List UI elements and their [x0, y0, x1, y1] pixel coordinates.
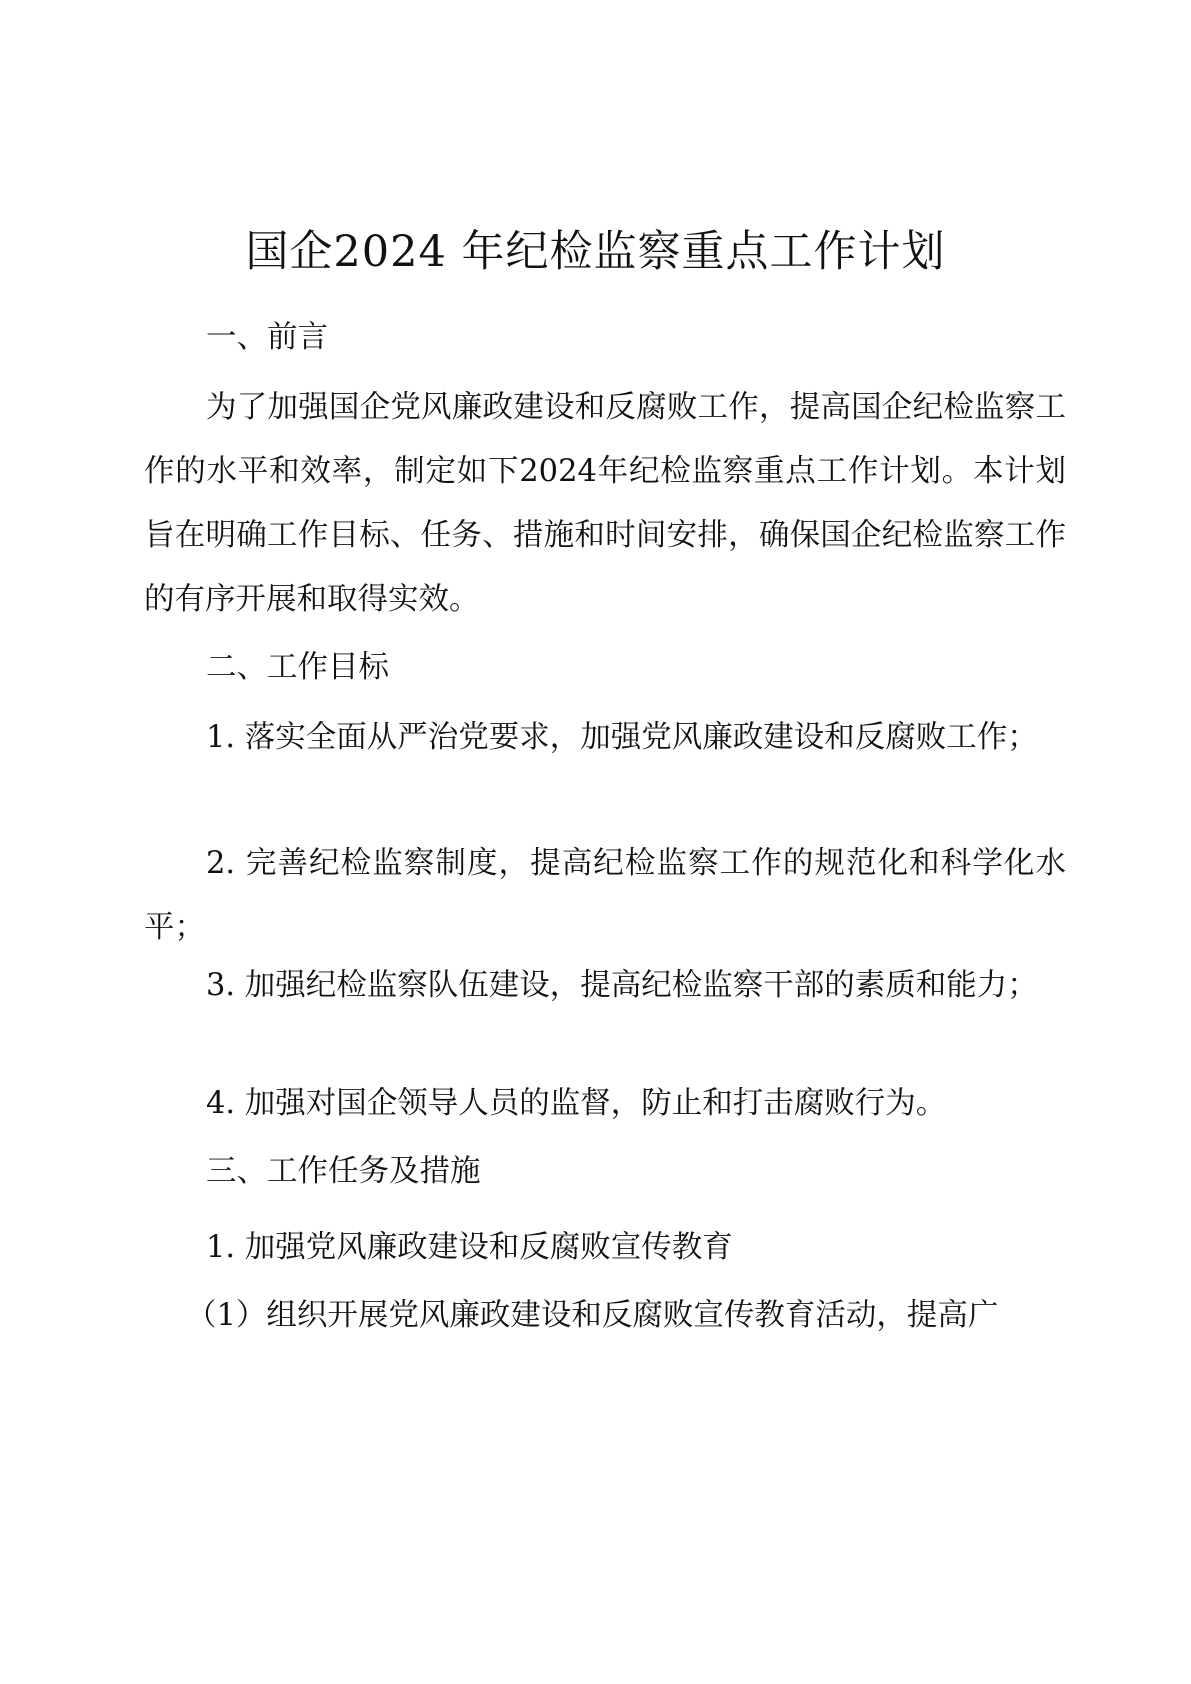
- section-heading-tasks: 三、工作任务及措施: [206, 1154, 481, 1189]
- goal-item-2: 2. 完善纪检监察制度，提高纪检监察工作的规范化和科学化水平；: [144, 846, 1066, 945]
- task-item-1: 1. 加强党风廉政建设和反腐败宣传教育: [206, 1230, 733, 1265]
- section-heading-preface: 一、前言: [206, 320, 328, 355]
- goal-item-3: 3. 加强纪检监察队伍建设，提高纪检监察干部的素质和能力；: [206, 968, 1038, 1003]
- section-heading-goals: 二、工作目标: [206, 650, 389, 685]
- task-subitem-1: （1）组织开展党风廉政建设和反腐败宣传教育活动，提高广: [186, 1298, 999, 1333]
- goal-item-1: 1. 落实全面从严治党要求，加强党风廉政建设和反腐败工作；: [206, 720, 1038, 755]
- preface-paragraph: 为了加强国企党风廉政建设和反腐败工作，提高国企纪检监察工作的水平和效率，制定如下2024年纪检监察重点工作计划。本计划旨在明确工作目标、任务、措施和时间安排，确保国企纪检监察工作的有序开展和取得实效。: [144, 390, 1066, 617]
- document-title: 国企2024 年纪检监察重点工作计划: [245, 227, 946, 277]
- goal-item-4: 4. 加强对国企领导人员的监督，防止和打击腐败行为。: [206, 1086, 947, 1121]
